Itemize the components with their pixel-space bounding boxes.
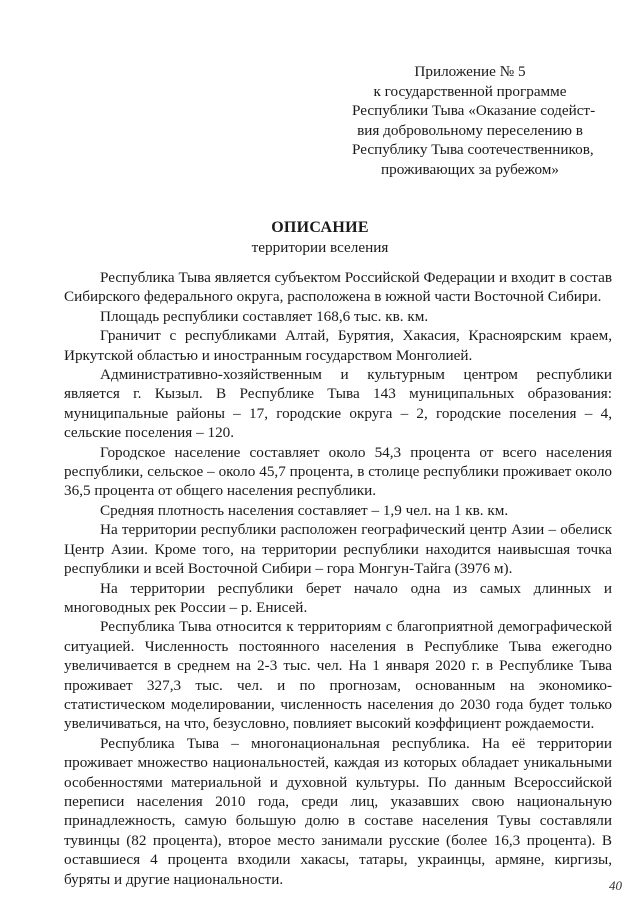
paragraph: Административно-хозяйственным и культурным центром республики является г. Кызыл. В Республике Тыва 143 муниципальных образования: муниципальные районы – 17, городские округа – 2, городские поселения – 4, сельские поселения – 120. bbox=[64, 366, 612, 442]
paragraph: Граничит с республиками Алтай, Бурятия, Хакасия, Красноярским краем, Иркутской областью и иностранным государством Монголией. bbox=[64, 327, 612, 364]
paragraph: Республика Тыва относится к территориям с благоприятной демографической ситуацией. Численность постоянного населения в Республике Тыва ежегодно увеличивается в среднем на 2-3 тыс. чел. На 1 января 2020 г. в Республике Тыва проживает 327,3 тыс. чел. и по прогнозам, основанным на экономико-статистическом моделировании, численность населения до 2030 года будет только увеличиваться, на что, безусловно, повлияет высокий коэффициент рождаемости. bbox=[64, 618, 612, 733]
paragraph: Городское население составляет около 54,3 процента от всего населения республики, сельское – около 45,7 процента, в столице республики проживает около 36,5 процента от общего населения республики. bbox=[64, 443, 612, 500]
paragraph: Средняя плотность населения составляет – 1,9 чел. на 1 кв. км. bbox=[100, 501, 509, 519]
body-text bbox=[64, 268, 612, 889]
paragraph: На территории республики берет начало одна из самых длинных и многоводных рек России – р. Енисей. bbox=[64, 579, 612, 616]
appendix-line: Приложение № 5 bbox=[414, 63, 526, 80]
paragraph: На территории республики расположен географический центр Азии – обелиск Центр Азии. Кроме того, на территории республики находится наивысшая точка республики и всей Восточной Сибири – гора Монгун-Тайга (3976 м). bbox=[64, 521, 612, 578]
document-title: ОПИСАНИЕ bbox=[271, 219, 369, 236]
appendix-line: Республику Тыва соотечественников, bbox=[352, 141, 594, 159]
heading-block bbox=[0, 218, 640, 258]
appendix-line: проживающих за рубежом» bbox=[380, 160, 560, 178]
page-number: 40 bbox=[609, 878, 622, 893]
appendix-line: вия добровольному переселению в bbox=[357, 121, 583, 139]
document-subtitle: территории вселения bbox=[251, 239, 389, 256]
appendix-line: к государственной программе bbox=[373, 82, 567, 100]
paragraph: Республика Тыва – многонациональная республика. На её территории проживает множество национальностей, каждая из которых обладает уникальными особенностями материальной и духовной культуры. По данным Всероссийской переписи населения 2010 года, среди лиц, указавших свою национальную принадлежность, самую большую долю в составе населения Тувы составляли тувинцы (82 процента), второе место занимали русские (более 16,3 процента). В оставшиеся 4 процента входили хакасы, татары, украинцы, армяне, киргизы, буряты и другие национальности. bbox=[64, 734, 612, 888]
appendix-header bbox=[352, 62, 596, 180]
paragraph: Республика Тыва является субъектом Российской Федерации и входит в состав Сибирского федерального округа, расположена в южной части Восточной Сибири. bbox=[64, 269, 612, 306]
appendix-line: Республики Тыва «Оказание содейст- bbox=[352, 102, 596, 120]
paragraph: Площадь республики составляет 168,6 тыс. кв. км. bbox=[100, 307, 429, 325]
